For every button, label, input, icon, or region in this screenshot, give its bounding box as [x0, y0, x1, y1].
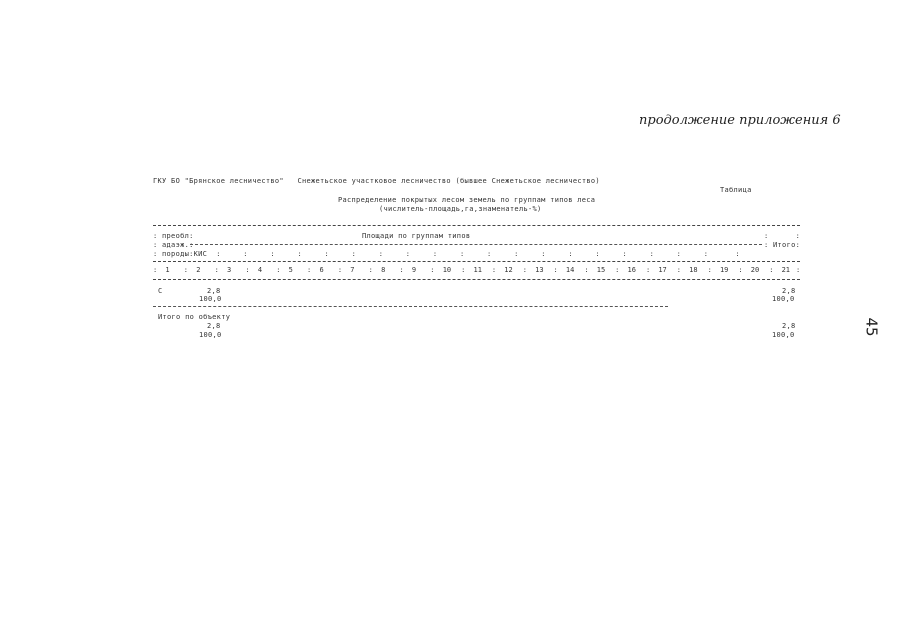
column-separator: :	[796, 266, 801, 274]
column-number: 7	[350, 266, 355, 274]
column-number: 14	[565, 266, 575, 274]
column-separator: :	[769, 266, 774, 274]
row-total-area: 2,8	[782, 287, 796, 295]
total-total-pct: 100,0	[772, 331, 795, 339]
column-separator: :	[615, 266, 620, 274]
total-total-area: 2,8	[782, 322, 796, 330]
header-row3: : породы:КИС : : : : : : : : : : : : : : : : : : : :	[153, 250, 740, 258]
column-separator: :	[553, 266, 558, 274]
column-number: 5	[288, 266, 293, 274]
column-number: 20	[750, 266, 760, 274]
column-number: 2	[196, 266, 201, 274]
column-number: 11	[473, 266, 482, 274]
column-separator: :	[245, 266, 250, 274]
column-separator: :	[584, 266, 589, 274]
column-number: 8	[381, 266, 386, 274]
header-separator-rule	[153, 261, 800, 262]
column-separator: :	[522, 266, 527, 274]
table-subtitle: (числитель-площадь,га,знаменатель-%)	[379, 205, 542, 213]
column-separator: :	[399, 266, 404, 274]
column-separator: :	[337, 266, 343, 274]
table-label: Таблица	[720, 186, 752, 194]
column-separator: :	[307, 266, 312, 274]
row-species: С	[158, 287, 163, 295]
column-number: 18	[689, 266, 698, 274]
row-total-pct: 100,0	[772, 295, 795, 303]
table-title: Распределение покрытых лесом земель по группам типов леса	[338, 196, 596, 204]
column-separator: :	[738, 266, 743, 274]
column-separator: :	[368, 266, 373, 274]
row-separator-rule	[153, 306, 668, 307]
column-number: 15	[596, 266, 606, 274]
column-separator: :	[491, 266, 497, 274]
column-separator: :	[276, 266, 281, 274]
header-inner-rule	[190, 244, 762, 245]
column-separator: :	[214, 266, 219, 274]
column-numbers-row	[153, 266, 800, 276]
header-row1-left: : преобл:	[153, 232, 194, 240]
column-number: 16	[627, 266, 636, 274]
page-number: 45	[862, 317, 881, 337]
column-separator: :	[461, 266, 466, 274]
header-row1-center: Площади по группам типов	[362, 232, 471, 240]
column-number: 19	[719, 266, 729, 274]
column-separator: :	[183, 266, 189, 274]
column-number: 3	[227, 266, 232, 274]
column-number: 13	[535, 266, 544, 274]
column-separator: :	[645, 266, 651, 274]
header-row2-right: : Итого:	[764, 241, 801, 249]
total-kis-pct: 100,0	[199, 331, 222, 339]
continuation-header: продолжение приложения 6	[639, 113, 841, 128]
column-number: 1	[165, 266, 170, 274]
column-numbers-rule	[153, 279, 800, 280]
table-top-rule	[153, 225, 800, 226]
column-number: 17	[658, 266, 667, 274]
header-row2-left: : адаэж.:	[153, 241, 194, 249]
row-kis-pct: 100,0	[199, 295, 222, 303]
column-number: 6	[319, 266, 324, 274]
column-separator: :	[676, 266, 681, 274]
header-row1-right: : :	[764, 232, 801, 240]
column-number: 21	[781, 266, 791, 274]
column-number: 10	[442, 266, 452, 274]
column-number: 9	[411, 266, 417, 274]
column-separator: :	[707, 266, 712, 274]
column-separator: :	[430, 266, 435, 274]
column-number: 4	[257, 266, 263, 274]
org-line: ГКУ БО "Брянское лесничество" Снежетьское участковое лесничество (бывшее Снежетьское лесничество)	[153, 177, 600, 185]
total-label: Итого по объекту	[158, 313, 231, 321]
total-kis-area: 2,8	[207, 322, 221, 330]
column-number: 12	[504, 266, 513, 274]
row-kis-area: 2,8	[207, 287, 221, 295]
column-separator: :	[153, 266, 158, 274]
